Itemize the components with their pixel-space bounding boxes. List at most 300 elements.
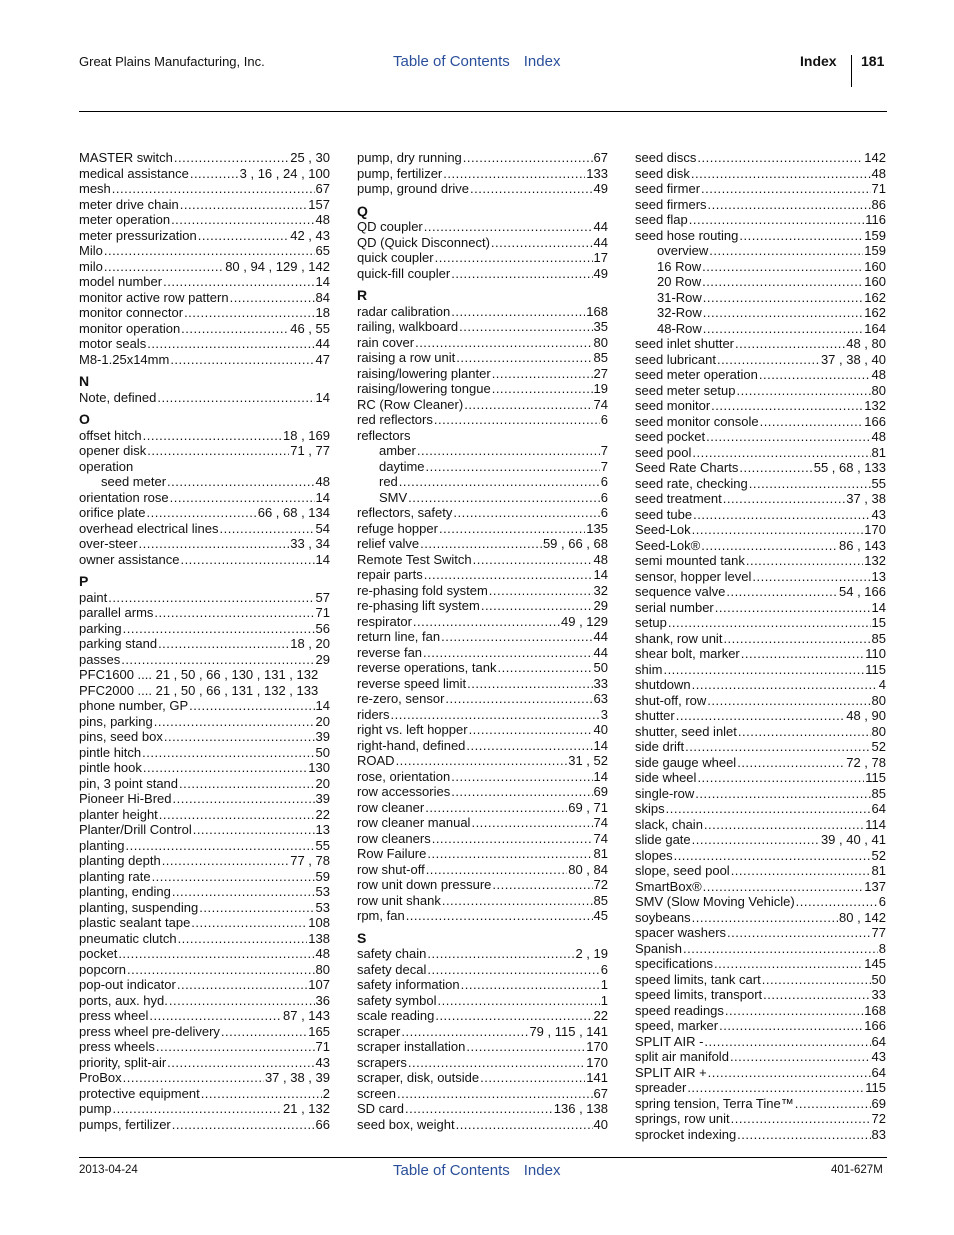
entry-pages[interactable]: 49 (593, 265, 608, 281)
entry-pages[interactable]: 57 (315, 589, 330, 605)
index-entry[interactable] (79, 1086, 330, 1102)
index-entry[interactable] (357, 1101, 608, 1117)
index-entry[interactable] (79, 552, 330, 568)
entry-pages[interactable]: 116 (865, 212, 886, 227)
entry-pages[interactable]: 15 (871, 615, 886, 630)
index-entry[interactable] (79, 1008, 330, 1024)
index-entry[interactable] (357, 235, 608, 251)
index-subentry[interactable] (635, 243, 886, 259)
index-entry[interactable] (79, 931, 330, 947)
index-entry[interactable] (635, 538, 886, 554)
entry-pages[interactable]: 80 , 142 (839, 909, 886, 925)
entry-pages[interactable]: 69 , 71 (568, 799, 608, 815)
entry-pages[interactable]: 80 (871, 382, 886, 398)
index-entry[interactable] (357, 505, 608, 521)
entry-pages[interactable]: 86 (871, 196, 886, 212)
entry-pages[interactable]: 27 (593, 365, 608, 381)
entry-pages[interactable]: 87 , 143 (283, 1008, 330, 1023)
index-entry[interactable] (79, 652, 330, 668)
index-entry[interactable] (635, 879, 886, 895)
index-entry[interactable] (635, 491, 886, 507)
index-entry[interactable] (635, 197, 886, 213)
entry-pages[interactable]: 3 , 16 , 24 , 100 (239, 165, 330, 181)
index-entry[interactable] (635, 662, 886, 678)
entry-pages[interactable]: 164 (864, 320, 886, 336)
index-entry[interactable] (357, 166, 608, 182)
index-entry[interactable] (357, 800, 608, 816)
index-entry[interactable] (357, 946, 608, 962)
index-entry[interactable] (357, 1117, 608, 1133)
index-entry[interactable] (357, 335, 608, 351)
index-entry[interactable] (635, 956, 886, 972)
entry-pages[interactable]: 36 (315, 992, 330, 1008)
index-entry[interactable] (79, 993, 330, 1009)
index-entry[interactable] (635, 445, 886, 461)
entry-pages[interactable]: 80 , 84 (568, 861, 608, 877)
entry-pages[interactable]: 66 , 68 , 134 (257, 505, 330, 520)
index-entry[interactable] (357, 219, 608, 235)
entry-pages[interactable]: 56 (315, 620, 330, 636)
entry-pages[interactable]: 20 (315, 713, 330, 729)
index-entry[interactable] (357, 552, 608, 568)
index-entry[interactable] (357, 381, 608, 397)
entry-pages[interactable]: 39 (315, 791, 330, 806)
index-entry[interactable] (79, 181, 330, 197)
index-entry[interactable] (357, 1086, 608, 1102)
entry-pages[interactable]: 79 , 115 , 141 (529, 1023, 608, 1039)
entry-pages[interactable]: 130 (308, 760, 330, 775)
entry-pages[interactable]: 65 (315, 243, 330, 258)
index-entry[interactable] (79, 1070, 330, 1086)
index-entry[interactable] (635, 739, 886, 755)
index-entry[interactable] (79, 336, 330, 352)
index-entry[interactable] (635, 615, 886, 631)
entry-pages[interactable]: 49 , 129 (561, 613, 608, 629)
entry-pages[interactable]: 138 (308, 930, 330, 946)
entry-pages[interactable]: 71 (315, 1039, 330, 1054)
entry-pages[interactable]: 166 (864, 1018, 886, 1033)
index-entry[interactable] (79, 900, 330, 916)
entry-pages[interactable]: 168 (864, 1002, 886, 1018)
entry-pages[interactable]: 42 , 43 (290, 227, 330, 243)
entry-pages[interactable]: 67 (593, 1085, 608, 1101)
index-entry[interactable] (357, 536, 608, 552)
index-entry[interactable] (635, 708, 886, 724)
entry-pages[interactable]: 54 (315, 520, 330, 536)
index-entry[interactable] (357, 1070, 608, 1086)
entry-pages[interactable]: 48 (871, 429, 886, 444)
index-entry[interactable] (79, 166, 330, 182)
index-entry[interactable] (635, 1018, 886, 1034)
index-entry[interactable] (79, 745, 330, 761)
index-entry[interactable] (635, 1034, 886, 1050)
entry-pages[interactable]: 170 (864, 522, 886, 537)
index-entry[interactable] (79, 1039, 330, 1055)
entry-pages[interactable]: 47 (315, 351, 330, 367)
entry-pages[interactable]: 64 (871, 1033, 886, 1049)
index-entry[interactable] (635, 941, 886, 957)
index-subentry[interactable] (635, 321, 886, 337)
entry-pages[interactable]: 67 (593, 150, 608, 165)
index-entry[interactable] (79, 352, 330, 368)
entry-pages[interactable]: 115 (865, 1080, 886, 1095)
index-entry[interactable] (79, 1117, 330, 1133)
entry-pages[interactable]: 108 (308, 915, 330, 930)
index-entry[interactable] (79, 884, 330, 900)
index-entry[interactable] (357, 150, 608, 166)
entry-pages[interactable]: 14 (315, 274, 330, 289)
index-entry[interactable] (635, 755, 886, 771)
entry-pages[interactable]: 45 (593, 908, 608, 923)
entry-pages[interactable]: 13 (315, 822, 330, 837)
entry-pages[interactable]: 71 , 77 (290, 443, 330, 458)
index-entry[interactable] (635, 817, 886, 833)
entry-pages[interactable]: 69 (871, 1095, 886, 1111)
entry-pages[interactable]: 14 (315, 489, 330, 505)
entry-pages[interactable]: 14 (593, 768, 608, 784)
index-entry[interactable] (357, 614, 608, 630)
index-entry[interactable] (635, 1127, 886, 1143)
index-entry[interactable] (357, 412, 608, 428)
index-entry[interactable] (357, 1008, 608, 1024)
entry-pages[interactable]: 35 (593, 319, 608, 334)
entry-pages[interactable]: 39 , 40 , 41 (820, 832, 886, 847)
entry-pages[interactable]: 54 , 166 (839, 584, 886, 599)
index-subentry[interactable] (635, 259, 886, 275)
entry-pages[interactable]: 48 (871, 165, 886, 181)
entry-pages[interactable]: 137 (864, 878, 886, 894)
entry-pages[interactable]: 64 (871, 1064, 886, 1080)
index-subentry[interactable] (357, 443, 608, 459)
entry-pages[interactable]: 59 (315, 868, 330, 884)
entry-pages[interactable]: 136 , 138 (553, 1101, 608, 1116)
index-entry[interactable] (635, 212, 886, 228)
entry-pages[interactable]: 49 (593, 181, 608, 196)
index-entry[interactable] (79, 1024, 330, 1040)
index-entry[interactable] (635, 569, 886, 585)
entry-pages[interactable]: 86 , 143 (839, 537, 886, 553)
entry-pages[interactable]: 43 (871, 506, 886, 522)
index-entry[interactable] (79, 605, 330, 621)
entry-pages[interactable]: 157 (308, 196, 330, 212)
index-entry[interactable] (79, 212, 330, 228)
entry-pages[interactable]: 44 (593, 644, 608, 660)
index-entry[interactable] (79, 683, 330, 699)
index-entry[interactable] (357, 691, 608, 707)
entry-pages[interactable]: 33 (871, 987, 886, 1002)
entry-pages[interactable]: 80 (593, 334, 608, 350)
entry-pages[interactable]: 141 (586, 1070, 608, 1085)
index-entry[interactable] (635, 429, 886, 445)
entry-pages[interactable]: 14 (315, 389, 330, 405)
entry-pages[interactable]: 135 (586, 520, 608, 536)
index-entry[interactable] (357, 815, 608, 831)
entry-pages[interactable]: 32 (593, 582, 608, 598)
index-entry[interactable] (79, 621, 330, 637)
entry-pages[interactable]: 2 (322, 1085, 330, 1101)
index-entry[interactable] (79, 760, 330, 776)
index-entry[interactable] (635, 724, 886, 740)
index-entry[interactable] (357, 366, 608, 382)
index-entry[interactable] (635, 476, 886, 492)
index-entry[interactable] (635, 522, 886, 538)
entry-pages[interactable]: 48 (315, 212, 330, 227)
entry-pages[interactable]: 14 (593, 737, 608, 753)
entry-pages[interactable]: 33 (593, 675, 608, 691)
index-entry[interactable] (635, 1111, 886, 1127)
index-entry[interactable] (79, 776, 330, 792)
entry-pages[interactable]: 133 (586, 165, 608, 181)
entry-pages[interactable]: 165 (308, 1023, 330, 1039)
entry-pages[interactable]: 114 (865, 816, 886, 832)
index-entry[interactable] (357, 676, 608, 692)
entry-pages[interactable]: 3 (600, 706, 608, 722)
index-entry[interactable] (79, 791, 330, 807)
index-entry[interactable] (79, 729, 330, 745)
index-entry[interactable] (635, 801, 886, 817)
index-entry[interactable] (79, 274, 330, 290)
index-entry[interactable] (635, 972, 886, 988)
entry-pages[interactable]: 19 (593, 381, 608, 396)
entry-pages[interactable]: 69 (593, 784, 608, 799)
entry-pages[interactable]: 46 , 55 (290, 320, 330, 336)
entry-pages[interactable]: 31 , 52 (568, 753, 608, 768)
entry-pages[interactable]: 50 (315, 744, 330, 760)
index-entry[interactable] (635, 1003, 886, 1019)
entry-pages[interactable]: 43 (315, 1054, 330, 1070)
entry-pages[interactable]: 7 (600, 443, 608, 458)
index-entry[interactable] (357, 1024, 608, 1040)
index-entry[interactable] (357, 722, 608, 738)
entry-pages[interactable]: 20 (315, 775, 330, 791)
entry-pages[interactable]: 53 (315, 884, 330, 899)
index-entry[interactable] (635, 228, 886, 244)
index-entry[interactable] (357, 521, 608, 537)
index-entry[interactable] (357, 784, 608, 800)
index-entry[interactable] (635, 894, 886, 910)
entry-pages[interactable]: 14 (871, 599, 886, 615)
entry-pages[interactable]: 40 (593, 1116, 608, 1132)
entry-pages[interactable]: 74 (593, 815, 608, 830)
entry-pages[interactable]: 85 (871, 785, 886, 801)
entry-pages[interactable]: 29 (593, 598, 608, 613)
index-entry[interactable] (79, 290, 330, 306)
index-entry[interactable] (79, 590, 330, 606)
index-entry[interactable] (357, 350, 608, 366)
index-entry[interactable] (79, 150, 330, 166)
entry-pages[interactable]: 29 (315, 651, 330, 667)
index-entry[interactable] (79, 1101, 330, 1117)
entry-pages[interactable]: 81 (871, 863, 886, 878)
entry-pages[interactable]: 39 (315, 729, 330, 744)
entry-pages[interactable]: 53 (315, 899, 330, 915)
entry-pages[interactable]: 55 , 68 , 133 (813, 460, 886, 475)
entry-pages[interactable]: 6 (600, 412, 608, 427)
entry-pages[interactable]: 48 (871, 367, 886, 382)
index-entry[interactable] (79, 459, 330, 475)
index-subentry[interactable] (79, 474, 330, 490)
entry-pages[interactable]: 7 (600, 458, 608, 474)
entry-pages[interactable]: 166 (864, 413, 886, 429)
entry-pages[interactable]: 25 , 30 (290, 150, 330, 165)
index-entry[interactable] (635, 352, 886, 368)
index-entry[interactable] (635, 553, 886, 569)
entry-pages[interactable]: 74 (593, 830, 608, 846)
entry-pages[interactable]: 21 , 132 (283, 1101, 330, 1116)
index-entry[interactable] (357, 831, 608, 847)
index-entry[interactable] (357, 428, 608, 444)
entry-pages[interactable]: 84 (315, 289, 330, 305)
index-entry[interactable] (79, 228, 330, 244)
entry-pages[interactable]: 18 , 169 (283, 427, 330, 443)
index-entry[interactable] (357, 397, 608, 413)
entry-pages[interactable]: 40 (593, 722, 608, 737)
entry-pages[interactable]: 44 (593, 234, 608, 250)
index-entry[interactable] (357, 753, 608, 769)
index-entry[interactable] (79, 822, 330, 838)
entry-pages[interactable]: 18 , 20 (290, 636, 330, 651)
index-entry[interactable] (357, 660, 608, 676)
entry-pages[interactable]: 43 (871, 1049, 886, 1064)
entry-pages[interactable]: 66 (315, 1116, 330, 1132)
index-link[interactable]: Index (523, 53, 561, 70)
entry-pages[interactable]: 162 (864, 305, 886, 320)
index-entry[interactable] (79, 853, 330, 869)
entry-pages[interactable]: 160 (864, 274, 886, 289)
index-entry[interactable] (79, 321, 330, 337)
entry-pages[interactable]: 145 (864, 956, 886, 971)
entry-pages[interactable]: 80 (871, 692, 886, 708)
index-entry[interactable] (635, 367, 886, 383)
entry-pages[interactable]: 37 , 38 (846, 491, 886, 506)
index-entry[interactable] (79, 443, 330, 459)
entry-pages[interactable]: 55 (871, 475, 886, 491)
index-entry[interactable] (357, 250, 608, 266)
index-entry[interactable] (635, 414, 886, 430)
index-entry[interactable] (357, 977, 608, 993)
index-subentry[interactable] (635, 274, 886, 290)
entry-pages[interactable]: 55 (315, 837, 330, 853)
index-entry[interactable] (357, 893, 608, 909)
entry-pages[interactable]: 159 (864, 227, 886, 243)
index-entry[interactable] (79, 636, 330, 652)
index-entry[interactable] (357, 598, 608, 614)
entry-pages[interactable]: 6 (878, 894, 886, 909)
index-entry[interactable] (635, 507, 886, 523)
entry-pages[interactable]: 168 (586, 303, 608, 319)
entry-pages[interactable]: 63 (593, 691, 608, 706)
index-entry[interactable] (79, 977, 330, 993)
index-entry[interactable] (79, 698, 330, 714)
entry-pages[interactable]: 170 (586, 1054, 608, 1070)
index-entry[interactable] (635, 925, 886, 941)
index-entry[interactable] (357, 738, 608, 754)
entry-pages[interactable]: 4 (878, 677, 886, 692)
entry-pages[interactable]: 71 (315, 605, 330, 620)
index-entry[interactable] (79, 667, 330, 683)
entry-pages[interactable]: 44 (593, 629, 608, 644)
entry-pages[interactable]: 115 (865, 770, 886, 785)
entry-pages[interactable]: 85 (593, 350, 608, 365)
entry-pages[interactable]: 72 , 78 (846, 754, 886, 770)
entry-pages[interactable]: 48 (315, 474, 330, 489)
index-entry[interactable] (79, 490, 330, 506)
entry-pages[interactable]: 37 , 38 , 40 (820, 351, 886, 367)
entry-pages[interactable]: 72 (593, 877, 608, 892)
index-entry[interactable] (79, 505, 330, 521)
index-entry[interactable] (79, 714, 330, 730)
index-entry[interactable] (357, 1039, 608, 1055)
entry-pages[interactable]: 44 (315, 336, 330, 351)
table-of-contents-link[interactable]: Table of Contents (393, 1162, 510, 1179)
entry-pages[interactable]: 14 (315, 551, 330, 567)
index-entry[interactable] (635, 863, 886, 879)
index-entry[interactable] (635, 1065, 886, 1081)
index-entry[interactable] (635, 181, 886, 197)
index-entry[interactable] (79, 869, 330, 885)
entry-pages[interactable]: 67 (315, 181, 330, 196)
index-entry[interactable] (635, 910, 886, 926)
entry-pages[interactable]: 74 (593, 396, 608, 412)
entry-pages[interactable]: 83 (871, 1126, 886, 1142)
index-entry[interactable] (79, 390, 330, 406)
index-entry[interactable] (635, 460, 886, 476)
entry-pages[interactable]: 48 , 90 (846, 708, 886, 723)
entry-pages[interactable]: 77 (871, 925, 886, 940)
entry-pages[interactable]: 160 (864, 258, 886, 274)
entry-pages[interactable]: 13 (871, 568, 886, 584)
index-entry[interactable] (635, 600, 886, 616)
index-subentry[interactable] (357, 459, 608, 475)
index-entry[interactable] (357, 266, 608, 282)
index-entry[interactable] (357, 908, 608, 924)
entry-pages[interactable]: 2 , 19 (575, 946, 608, 961)
index-entry[interactable] (357, 583, 608, 599)
index-subentry[interactable] (357, 490, 608, 506)
index-entry[interactable] (635, 336, 886, 352)
index-entry[interactable] (79, 197, 330, 213)
entry-pages[interactable]: 81 (593, 846, 608, 861)
index-entry[interactable] (357, 645, 608, 661)
entry-pages[interactable]: 132 (864, 398, 886, 413)
entry-pages[interactable]: 33 , 34 (290, 536, 330, 551)
index-entry[interactable] (79, 428, 330, 444)
entry-pages[interactable]: 159 (864, 243, 886, 258)
index-entry[interactable] (79, 1055, 330, 1071)
entry-pages[interactable]: 142 (864, 150, 886, 165)
entry-pages[interactable]: 22 (315, 806, 330, 822)
entry-pages[interactable]: 1 (600, 992, 608, 1008)
index-link[interactable]: Index (523, 1162, 561, 1179)
entry-pages[interactable]: 14 (593, 567, 608, 582)
entry-pages[interactable]: 80 (871, 723, 886, 739)
index-entry[interactable] (357, 567, 608, 583)
entry-pages[interactable]: 48 (593, 551, 608, 567)
entry-pages[interactable]: 71 (871, 181, 886, 196)
entry-pages[interactable]: 22 (593, 1008, 608, 1023)
index-entry[interactable] (79, 915, 330, 931)
index-subentry[interactable] (357, 474, 608, 490)
entry-pages[interactable]: 132 (864, 553, 886, 568)
entry-pages[interactable]: 115 (865, 661, 886, 677)
index-entry[interactable] (357, 629, 608, 645)
entry-pages[interactable]: 80 , 94 , 129 , 142 (225, 258, 330, 274)
index-entry[interactable] (357, 319, 608, 335)
entry-pages[interactable]: 72 (871, 1111, 886, 1126)
entry-pages[interactable]: 17 (593, 250, 608, 265)
index-entry[interactable] (635, 646, 886, 662)
index-entry[interactable] (635, 693, 886, 709)
